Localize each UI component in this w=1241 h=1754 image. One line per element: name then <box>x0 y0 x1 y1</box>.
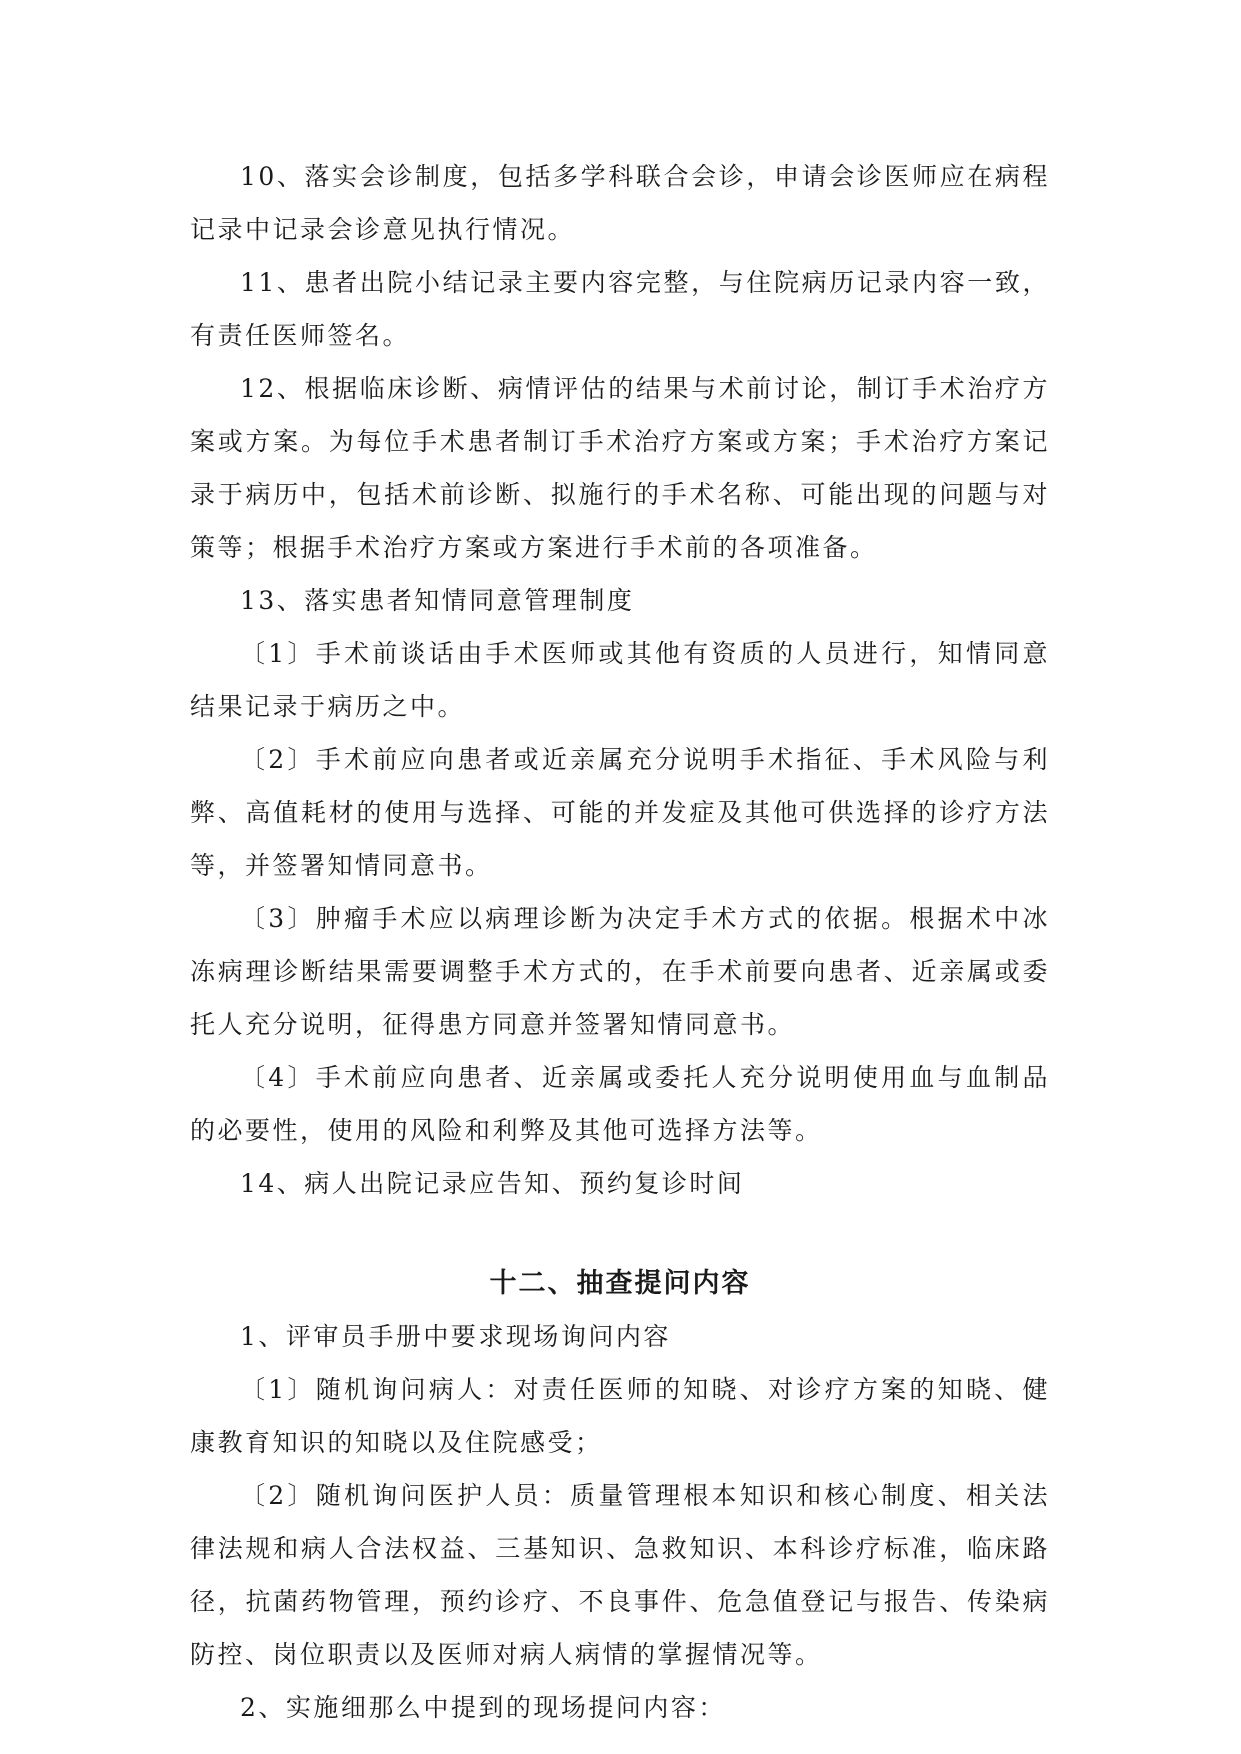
paragraph-question-sub-1: 〔1〕随机询问病人：对责任医师的知晓、对诊疗方案的知晓、健康教育知识的知晓以及住院感受； <box>190 1375 1050 1457</box>
paragraph-question-sub-2: 〔2〕随机询问医护人员：质量管理根本知识和核心制度、相关法律法规和病人合法权益、三基知识、急救知识、本科诊疗标准，临床路径，抗菌药物管理，预约诊疗、不良事件、危急值登记与报告、传染病防控、岗位职责以及医师对病人病情的掌握情况等。 <box>190 1481 1050 1669</box>
paragraph-sub-4: 〔4〕手术前应向患者、近亲属或委托人充分说明使用血与血制品的必要性，使用的风险和利弊及其他可选择方法等。 <box>190 1063 1050 1145</box>
paragraph-sub-3: 〔3〕肿瘤手术应以病理诊断为决定手术方式的依据。根据术中冰冻病理诊断结果需要调整手术方式的，在手术前要向患者、近亲属或委托人充分说明，征得患方同意并签署知情同意书。 <box>190 904 1050 1039</box>
paragraph-question-1: 1、评审员手册中要求现场询问内容 <box>240 1322 671 1351</box>
paragraph-item-12: 12、根据临床诊断、病情评估的结果与术前讨论，制订手术治疗方案或方案。为每位手术患者制订手术治疗方案或方案；手术治疗方案记录于病历中，包括术前诊断、拟施行的手术名称、可能出现的问题与对策等；根据手术治疗方案或方案进行手术前的各项准备。 <box>190 374 1050 562</box>
paragraph-item-11: 11、患者出院小结记录主要内容完整，与住院病历记录内容一致，有责任医师签名。 <box>190 268 1050 350</box>
section-spacer <box>190 1210 1050 1257</box>
paragraph-item-10: 10、落实会诊制度，包括多学科联合会诊，申请会诊医师应在病程记录中记录会诊意见执行情况。 <box>190 162 1050 244</box>
paragraph-item-14: 14、病人出院记录应告知、预约复诊时间 <box>240 1169 745 1198</box>
section-heading: 十二、抽查提问内容 <box>489 1268 751 1299</box>
paragraph-sub-1: 〔1〕手术前谈话由手术医师或其他有资质的人员进行，知情同意结果记录于病历之中。 <box>190 639 1050 721</box>
document-body <box>190 150 1050 1734</box>
paragraph-sub-2: 〔2〕手术前应向患者或近亲属充分说明手术指征、手术风险与利弊、高值耗材的使用与选择、可能的并发症及其他可供选择的诊疗方法等，并签署知情同意书。 <box>190 745 1050 880</box>
paragraph-item-13: 13、落实患者知情同意管理制度 <box>240 586 635 615</box>
paragraph-question-2: 2、实施细那么中提到的现场提问内容： <box>240 1693 726 1722</box>
